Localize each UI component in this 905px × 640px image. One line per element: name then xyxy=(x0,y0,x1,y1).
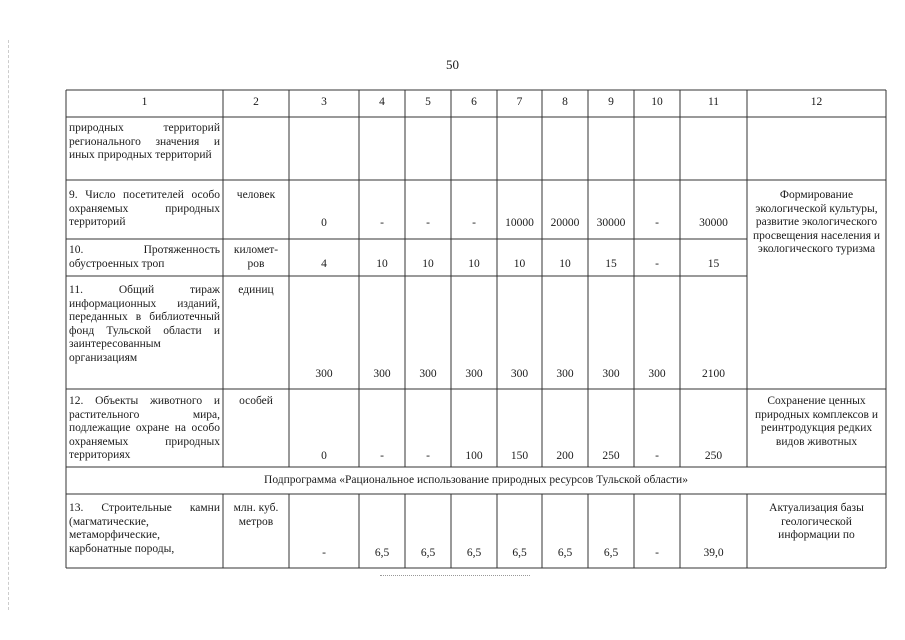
value-cell: 6,5 xyxy=(374,547,390,559)
value-cell: 4 xyxy=(321,258,327,270)
value-cell: 200 xyxy=(556,450,574,462)
result-cell: Сохранение ценных природных комплексов и реинтродукция редких видов животных xyxy=(754,395,878,448)
value-cell: 300 xyxy=(648,368,666,380)
scan-margin-line xyxy=(8,40,9,610)
value-cell: 20000 xyxy=(550,217,580,229)
value-cell: 300 xyxy=(373,368,391,380)
value-cell: 39,0 xyxy=(703,547,724,559)
value-cell: 30000 xyxy=(596,217,626,229)
unit-cell: млн. куб. метров xyxy=(233,502,279,528)
result-cell: Формирование экологической культуры, развитие экологического просвещения населения и экологического туризма xyxy=(752,189,881,256)
value-cell: - xyxy=(655,258,659,270)
value-cell: 2100 xyxy=(702,368,725,380)
value-cell: 0 xyxy=(321,217,327,229)
value-cell: 30000 xyxy=(699,217,728,229)
column-header: 2 xyxy=(253,96,259,108)
value-cell: 10 xyxy=(422,258,434,270)
column-header: 12 xyxy=(810,96,823,108)
value-cell: 6,5 xyxy=(420,547,436,559)
indicator-cell: 10. Протяженность обустроенных троп xyxy=(69,244,220,270)
value-cell: 6,5 xyxy=(512,547,527,559)
result-cell: Актуализация базы геологической информации по xyxy=(769,502,864,542)
value-cell: - xyxy=(426,450,430,462)
value-cell: 10 xyxy=(376,258,388,270)
value-cell: 300 xyxy=(419,368,437,380)
unit-cell: человек xyxy=(236,189,276,201)
subprogram-title: Подпрограмма «Рациональное использование природных ресурсов Тульской области» xyxy=(264,474,688,486)
indicator-cell: 12. Объекты животного и растительного мира, подлежащие охране на особо охраняемых природных территориях xyxy=(69,395,220,462)
value-cell: 10000 xyxy=(505,217,534,229)
indicator-cell: природных территорий регионального значения и иных природных территорий xyxy=(69,122,220,162)
value-cell: 10 xyxy=(468,258,480,270)
value-cell: - xyxy=(655,217,659,229)
scan-artifact-line xyxy=(380,575,530,576)
column-header: 11 xyxy=(707,96,720,108)
column-header: 4 xyxy=(379,96,385,108)
column-header: 9 xyxy=(608,96,614,108)
column-header: 6 xyxy=(471,96,477,108)
column-header: 3 xyxy=(321,96,327,108)
value-cell: 6,5 xyxy=(603,547,619,559)
value-cell: - xyxy=(380,217,384,229)
column-header: 1 xyxy=(141,96,148,108)
indicator-cell: 13. Строительные камни (магматические, метаморфические, карбонатные породы, xyxy=(69,502,220,555)
value-cell: 300 xyxy=(556,368,574,380)
value-cell: - xyxy=(380,450,384,462)
value-cell: 10 xyxy=(513,258,526,270)
value-cell: - xyxy=(426,217,430,229)
value-cell: - xyxy=(472,217,476,229)
value-cell: 250 xyxy=(602,450,620,462)
value-cell: - xyxy=(655,450,659,462)
column-header: 7 xyxy=(516,96,523,108)
value-cell: 100 xyxy=(465,450,483,462)
page-number: 50 xyxy=(446,57,459,72)
column-header: 8 xyxy=(562,96,568,108)
value-cell: 0 xyxy=(321,450,327,462)
value-cell: 300 xyxy=(465,368,483,380)
value-cell: 300 xyxy=(315,368,333,380)
indicator-cell: 9. Число посетителей особо охраняемых природных территорий xyxy=(69,189,220,229)
value-cell: 300 xyxy=(602,368,620,380)
value-cell: 10 xyxy=(559,258,571,270)
value-cell: 300 xyxy=(510,368,529,380)
value-cell: 6,5 xyxy=(466,547,482,559)
indicator-cell: 11. Общий тираж информационных изданий, переданных в библиотечный фонд Тульской области и заинтересованным организациям xyxy=(69,284,220,364)
value-cell: - xyxy=(655,547,659,559)
value-cell: 6,5 xyxy=(557,547,573,559)
value-cell: 15 xyxy=(605,258,617,270)
value-cell: 15 xyxy=(707,258,720,270)
unit-cell: особей xyxy=(239,395,273,407)
column-header: 5 xyxy=(425,96,431,108)
unit-cell: единиц xyxy=(238,284,274,296)
value-cell: 250 xyxy=(704,450,723,462)
column-header: 10 xyxy=(651,96,663,108)
value-cell: 150 xyxy=(510,450,529,462)
value-cell: - xyxy=(322,547,326,559)
unit-cell: километ-ров xyxy=(233,244,279,270)
